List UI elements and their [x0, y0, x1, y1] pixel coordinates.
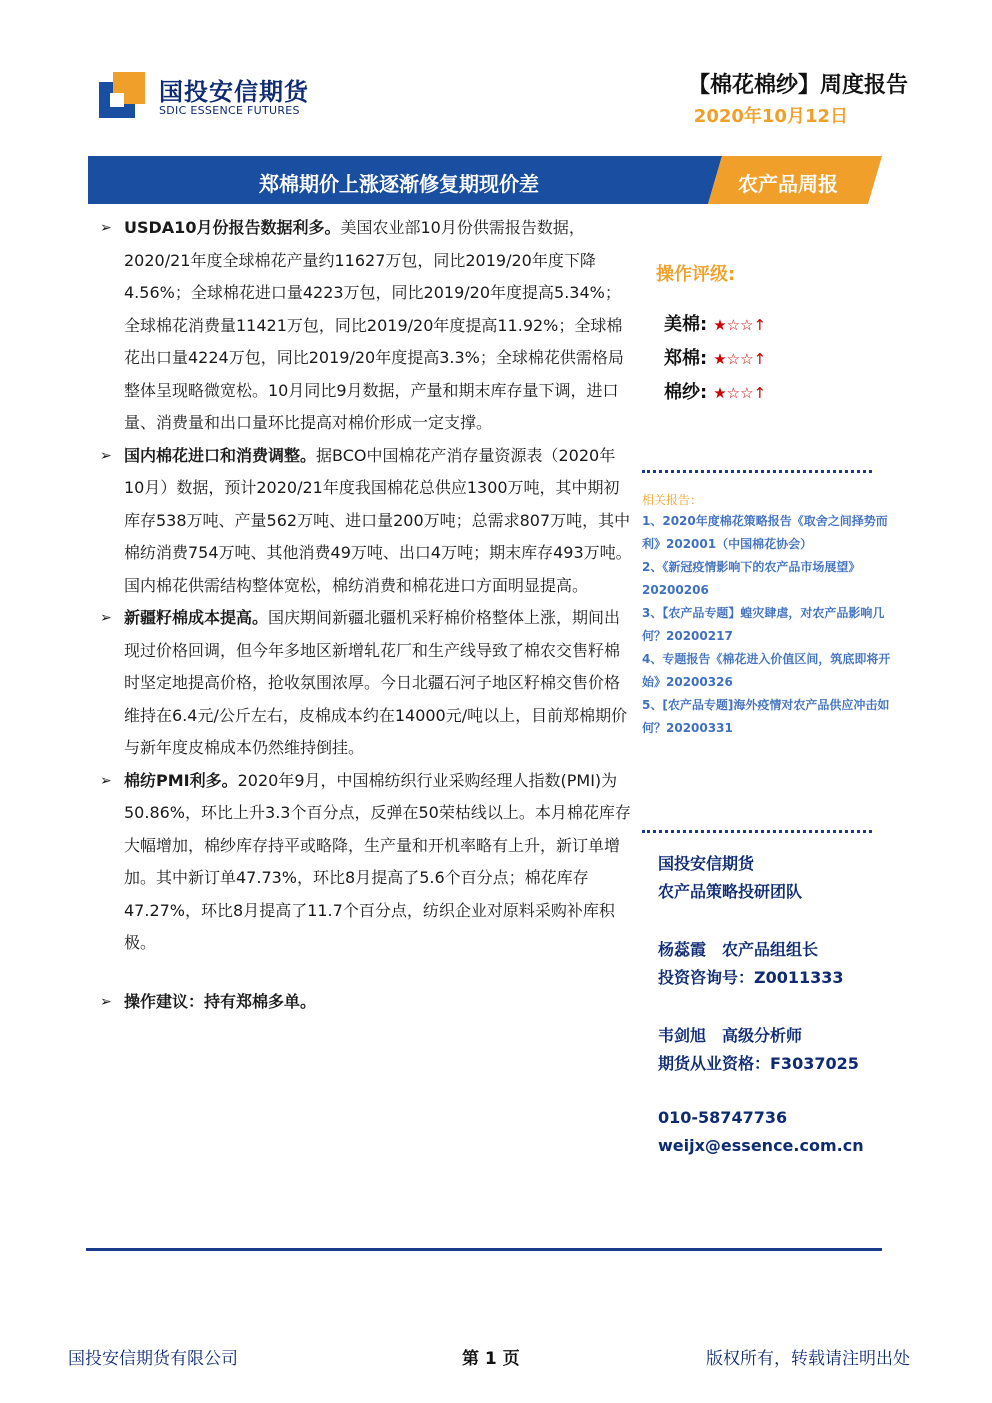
footer-copyright: 版权所有，转载请注明出处 [706, 1349, 910, 1369]
research-team [658, 850, 888, 1160]
bullet-pmi [100, 765, 632, 960]
logo-cn-text: 国投安信期货 [159, 78, 309, 106]
bullet-heading: 操作建议：持有郑棉多单。 [124, 991, 317, 1011]
bullet-heading: 新疆籽棉成本提高。 [124, 608, 269, 627]
rating-yarn [664, 378, 766, 404]
main-content [100, 212, 632, 1018]
bullet-heading: 国内棉花进口和消费调整。 [124, 445, 317, 465]
related-reports-list [642, 510, 892, 740]
logo-icon [97, 70, 147, 120]
bullet-advice [100, 986, 632, 1019]
arrow-icon: ➢ [100, 993, 112, 1010]
rating-zheng-cotton [664, 344, 766, 370]
contact-email[interactable]: weijx@essence.com.cn [658, 1136, 864, 1155]
banner-title: 郑棉期价上涨逐渐修复期现价差 [259, 172, 539, 196]
bullet-heading: 棉纺PMI利多。 [124, 770, 238, 790]
bullet-domestic [100, 440, 632, 603]
analyst-1-cert: 投资咨询号：Z0011333 [658, 968, 844, 987]
analyst-2: 韦剑旭 高级分析师 [658, 1026, 803, 1045]
title-banner [88, 156, 882, 204]
bullet-body: 2020年9月，中国棉纺织行业采购经理人指数(PMI)为50.86%，环比上升3.3个百分点，反弹在50荣枯线以上。本月棉花库存大幅增加，棉纱库存持平或略降，生产量和开机率略有上升，新订单增加。其中新订单47.73%，环比8月提高了5.6个百分点；棉花库存47.27%，环比8月提高了11.7个百分点，纺织企业对原料采购补库积极。 [124, 770, 631, 952]
footer-divider [86, 1248, 882, 1251]
rating-us-cotton [664, 310, 766, 336]
bullet-body: 据BCO中国棉花产消存量资源表（2020年10月）数据，预计2020/21年度我国棉花总供应1300万吨，其中期初库存538万吨、产量562万吨、进口量200万吨；总需求807万吨，其中棉纺消费754万吨、其他消费49万吨、出口4万吨；期末库存493万吨。国内棉花供需结构整体宽松，棉纺消费和棉花进口方面明显提高。 [124, 445, 632, 595]
analyst-1: 杨蕊霞 农产品组组长 [658, 940, 819, 959]
company-logo [97, 70, 309, 126]
team-dept: 农产品策略投研团队 [658, 882, 803, 901]
arrow-icon: ➢ [100, 447, 112, 464]
star-rating-icon: ★☆☆↑ [713, 350, 767, 368]
rating-label: 美棉: [664, 314, 708, 335]
dotted-divider [642, 470, 872, 473]
related-reports-label: 相关报告： [642, 493, 703, 507]
dotted-divider [642, 830, 872, 833]
star-rating-icon: ★☆☆↑ [713, 316, 767, 334]
logo-en-text: SDIC ESSENCE FUTURES [159, 104, 300, 117]
related-report-link[interactable]: 4、专题报告《棉花进入价值区间，筑底即将开始》20200326 [642, 652, 891, 689]
page-number: 第 1 页 [462, 1349, 520, 1369]
report-date: 2020年10月12日 [693, 106, 848, 127]
rating-label: 郑棉: [664, 348, 708, 369]
bullet-body: 国庆期间新疆北疆机采籽棉价格整体上涨，期间出现过价格回调，但今年多地区新增轧花厂和生产线导致了棉农交售籽棉时坚定地提高价格，抢收氛围浓厚。今日北疆石河子地区籽棉交售价格维持在6.4元/公斤左右，皮棉成本约在14000元/吨以上，目前郑棉期价与新年度皮棉成本仍然维持倒挂。 [124, 608, 628, 757]
banner-tag: 农产品周报 [738, 172, 838, 196]
related-report-link[interactable]: 3、【农产品专题】蝗灾肆虐，对农产品影响几何？20200217 [642, 606, 885, 643]
rating-label: 棉纱: [664, 382, 708, 403]
contact-phone: 010-58747736 [658, 1108, 788, 1127]
rating-title: 操作评级: [656, 264, 736, 285]
bullet-body: 美国农业部10月份供需报告数据，2020/21年度全球棉花产量约11627万包，同比2019/20年度下降4.56%；全球棉花进口量4223万包，同比2019/20年度提高5.34%；全球棉花消费量11421万包，同比2019/20年度提高11.92%；全球棉花出口量4224万包，同比2019/20年度提高3.3%；全球棉花供需格局整体呈现略微宽松。10月同比9月数据，产量和期末库存量下调，进口量、消费量和出口量环比提高对棉价形成一定支撑。 [124, 218, 624, 432]
related-report-link[interactable]: 1、2020年度棉花策略报告《取舍之间择势而利》202001（中国棉花协会） [642, 514, 888, 551]
report-title: 【棉花棉纱】周度报告 [687, 73, 908, 98]
bullet-xinjiang [100, 602, 632, 765]
footer-company: 国投安信期货有限公司 [68, 1349, 238, 1369]
bullet-usda [100, 212, 632, 440]
related-report-link[interactable]: 2、《新冠疫情影响下的农产品市场展望》20200206 [642, 560, 861, 597]
team-company: 国投安信期货 [658, 854, 755, 873]
star-rating-icon: ★☆☆↑ [713, 384, 767, 402]
arrow-icon: ➢ [100, 772, 112, 789]
bullet-heading: USDA10月份报告数据利多。 [124, 218, 341, 237]
arrow-icon: ➢ [100, 220, 112, 236]
arrow-icon: ➢ [100, 610, 112, 626]
related-report-link[interactable]: 5、[农产品专题]海外疫情对农产品供应冲击如何？20200331 [642, 698, 890, 735]
analyst-2-cert: 期货从业资格：F3037025 [658, 1054, 859, 1073]
